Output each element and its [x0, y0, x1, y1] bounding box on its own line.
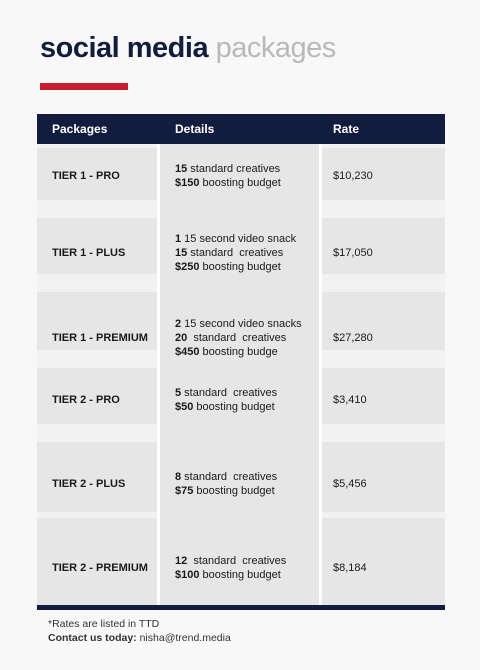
package-details — [175, 317, 302, 359]
detail-quantity: 15 — [175, 247, 188, 259]
package-name: TIER 2 - PRO — [52, 394, 120, 406]
column-separator — [319, 144, 322, 605]
title-bold: social media — [40, 32, 209, 64]
detail-text: boosting budget — [199, 569, 281, 581]
detail-quantity: 20 — [175, 332, 188, 344]
detail-line — [175, 386, 277, 400]
package-name: TIER 2 - PREMIUM — [52, 562, 148, 574]
header-packages: Packages — [52, 122, 108, 136]
detail-text: standard creatives — [181, 387, 278, 399]
header-details: Details — [175, 122, 215, 136]
package-details — [175, 162, 281, 190]
detail-line — [175, 400, 277, 414]
detail-line — [175, 345, 302, 359]
detail-text: boosting budget — [193, 401, 275, 413]
package-details — [175, 232, 296, 274]
detail-text: boosting budget — [193, 485, 275, 497]
header-rate: Rate — [333, 122, 360, 136]
package-name: TIER 1 - PRO — [52, 170, 120, 182]
detail-line — [175, 232, 296, 246]
package-rate: $5,456 — [333, 478, 367, 490]
detail-line — [175, 162, 281, 176]
package-rate: $17,050 — [333, 247, 373, 259]
detail-text: standard creatives — [187, 247, 284, 259]
package-details — [175, 554, 286, 582]
packages-table — [37, 114, 445, 610]
rates-note: *Rates are listed in TTD — [48, 618, 160, 630]
detail-quantity: 5 — [175, 387, 182, 399]
detail-quantity: $75 — [175, 485, 194, 497]
package-rate: $8,184 — [333, 562, 367, 574]
detail-quantity: 8 — [175, 471, 182, 483]
detail-text: boosting budge — [199, 346, 278, 358]
package-name: TIER 1 - PREMIUM — [52, 332, 148, 344]
detail-text: standard creatives — [187, 163, 281, 175]
detail-quantity: $50 — [175, 401, 194, 413]
package-name: TIER 2 - PLUS — [52, 478, 126, 490]
detail-line — [175, 317, 302, 331]
detail-text: boosting budget — [199, 261, 281, 273]
package-details — [175, 386, 277, 414]
package-rate: $3,410 — [333, 394, 367, 406]
detail-line — [175, 176, 281, 190]
accent-bar — [40, 83, 128, 90]
contact-email[interactable]: nisha@trend.media — [136, 632, 231, 644]
detail-text: 15 second video snacks — [181, 318, 302, 330]
detail-line — [175, 246, 296, 260]
column-separator — [157, 144, 160, 605]
detail-quantity: 15 — [175, 163, 188, 175]
detail-quantity: $250 — [175, 261, 200, 273]
detail-text: boosting budget — [199, 177, 281, 189]
detail-line — [175, 484, 277, 498]
detail-quantity: 12 — [175, 555, 188, 567]
contact-line — [48, 632, 231, 644]
table-bottom-rule — [37, 605, 445, 610]
page-title — [40, 32, 336, 65]
detail-text: standard creatives — [181, 471, 278, 483]
table-header — [37, 114, 445, 144]
package-name: TIER 1 - PLUS — [52, 247, 126, 259]
package-rate: $10,230 — [333, 170, 373, 182]
detail-quantity: $150 — [175, 177, 200, 189]
detail-line — [175, 568, 286, 582]
package-details — [175, 470, 277, 498]
detail-line — [175, 554, 286, 568]
detail-text: 15 second video snack — [181, 233, 297, 245]
detail-quantity: 2 — [175, 318, 182, 330]
detail-line — [175, 331, 302, 345]
detail-line — [175, 470, 277, 484]
detail-line — [175, 260, 296, 274]
detail-quantity: 1 — [175, 233, 182, 245]
title-light: packages — [215, 32, 336, 64]
detail-text: standard creatives — [187, 555, 287, 567]
detail-quantity: $100 — [175, 569, 200, 581]
details-column-band — [160, 144, 319, 605]
detail-quantity: $450 — [175, 346, 200, 358]
package-rate: $27,280 — [333, 332, 373, 344]
detail-text: standard creatives — [187, 332, 287, 344]
contact-label: Contact us today: — [48, 632, 137, 644]
